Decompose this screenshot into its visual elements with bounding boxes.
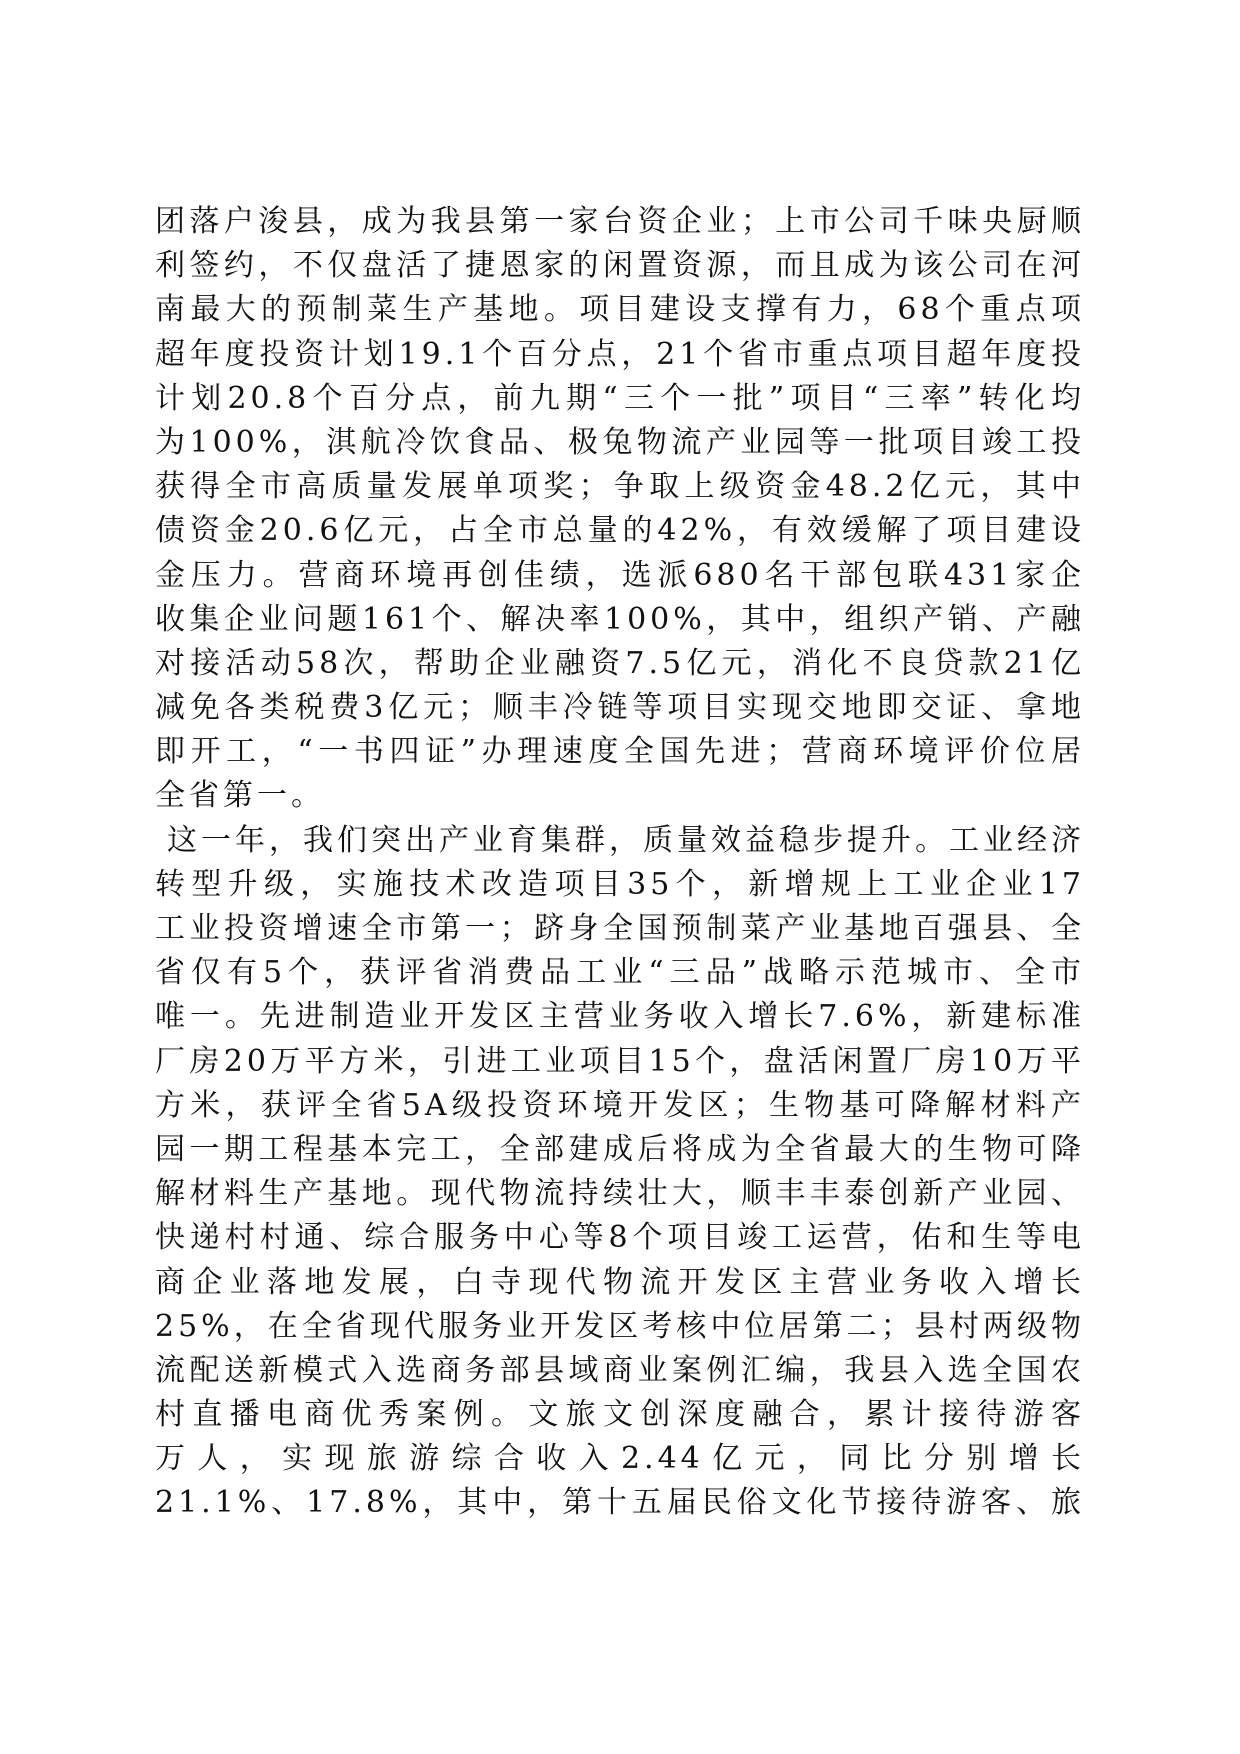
text-line: 获得全市高质量发展单项奖；争取上级资金48.2亿元，其中 bbox=[155, 469, 1085, 505]
text-line: 为100%，淇航冷饮食品、极兔物流产业园等一批项目竣工投 bbox=[155, 424, 1085, 460]
text-line: 收集企业问题161个、解决率100%，其中，组织产销、产融 bbox=[155, 601, 1085, 637]
text-line: 厂房20万平方米，引进工业项目15个，盘活闲置厂房10万平 bbox=[155, 1043, 1085, 1079]
text-line: 全省第一。 bbox=[155, 778, 325, 814]
text-line: 超年度投资计划19.1个百分点，21个省市重点项目超年度投 bbox=[155, 336, 1085, 372]
text-line: 流配送新模式入选商务部县域商业案例汇编，我县入选全国农 bbox=[155, 1352, 1085, 1388]
text-line: 利签约，不仅盘活了捷恩家的闲置资源，而且成为该公司在河 bbox=[155, 248, 1085, 284]
text-line: 商企业落地发展，白寺现代物流开发区主营业务收入增长 bbox=[155, 1264, 1085, 1300]
paragraph-1 bbox=[155, 200, 1085, 819]
text-line: 方米，获评全省5A级投资环境开发区；生物基可降解材料产 bbox=[155, 1087, 1085, 1123]
body-text bbox=[155, 200, 1085, 1526]
text-line: 21.1%、17.8%，其中，第十五届民俗文化节接待游客、旅 bbox=[155, 1485, 1085, 1521]
text-line: 金压力。营商环境再创佳绩，选派680名干部包联431家企 bbox=[155, 557, 1085, 593]
paragraph-2 bbox=[155, 819, 1085, 1526]
text-line: 转型升级，实施技术改造项目35个，新增规上工业企业17 bbox=[155, 866, 1085, 902]
text-line: 解材料生产基地。现代物流持续壮大，顺丰丰泰创新产业园、 bbox=[155, 1176, 1085, 1212]
text-line: 南最大的预制菜生产基地。项目建设支撑有力，68个重点项 bbox=[155, 292, 1085, 328]
text-line: 快递村村通、综合服务中心等8个项目竣工运营，佑和生等电 bbox=[155, 1220, 1085, 1256]
text-line: 这一年，我们突出产业育集群，质量效益稳步提升。工业经济 bbox=[167, 822, 1085, 858]
text-line: 唯一。先进制造业开发区主营业务收入增长7.6%，新建标准 bbox=[155, 999, 1085, 1035]
text-line: 对接活动58次，帮助企业融资7.5亿元，消化不良贷款21亿 bbox=[155, 645, 1085, 681]
text-line: 计划20.8个百分点，前九期“三个一批”项目“三率”转化均 bbox=[155, 380, 1085, 416]
text-line: 万人，实现旅游综合收入2.44亿元，同比分别增长 bbox=[155, 1441, 1085, 1477]
text-line: 园一期工程基本完工，全部建成后将成为全省最大的生物可降 bbox=[155, 1131, 1085, 1167]
text-line: 减免各类税费3亿元；顺丰冷链等项目实现交地即交证、拿地 bbox=[155, 690, 1085, 726]
text-line: 村直播电商优秀案例。文旅文创深度融合，累计接待游客 bbox=[155, 1397, 1085, 1433]
text-line: 即开工，“一书四证”办理速度全国先进；营商环境评价位居 bbox=[155, 734, 1085, 770]
text-line: 工业投资增速全市第一；跻身全国预制菜产业基地百强县、全 bbox=[155, 911, 1085, 946]
text-line: 团落户浚县，成为我县第一家台资企业；上市公司千味央厨顺 bbox=[155, 204, 1085, 239]
text-line: 债资金20.6亿元，占全市总量的42%，有效缓解了项目建设 bbox=[155, 513, 1085, 549]
text-line: 25%，在全省现代服务业开发区考核中位居第二；县村两级物 bbox=[155, 1308, 1085, 1344]
text-line: 省仅有5个，获评省消费品工业“三品”战略示范城市、全市 bbox=[155, 955, 1085, 991]
